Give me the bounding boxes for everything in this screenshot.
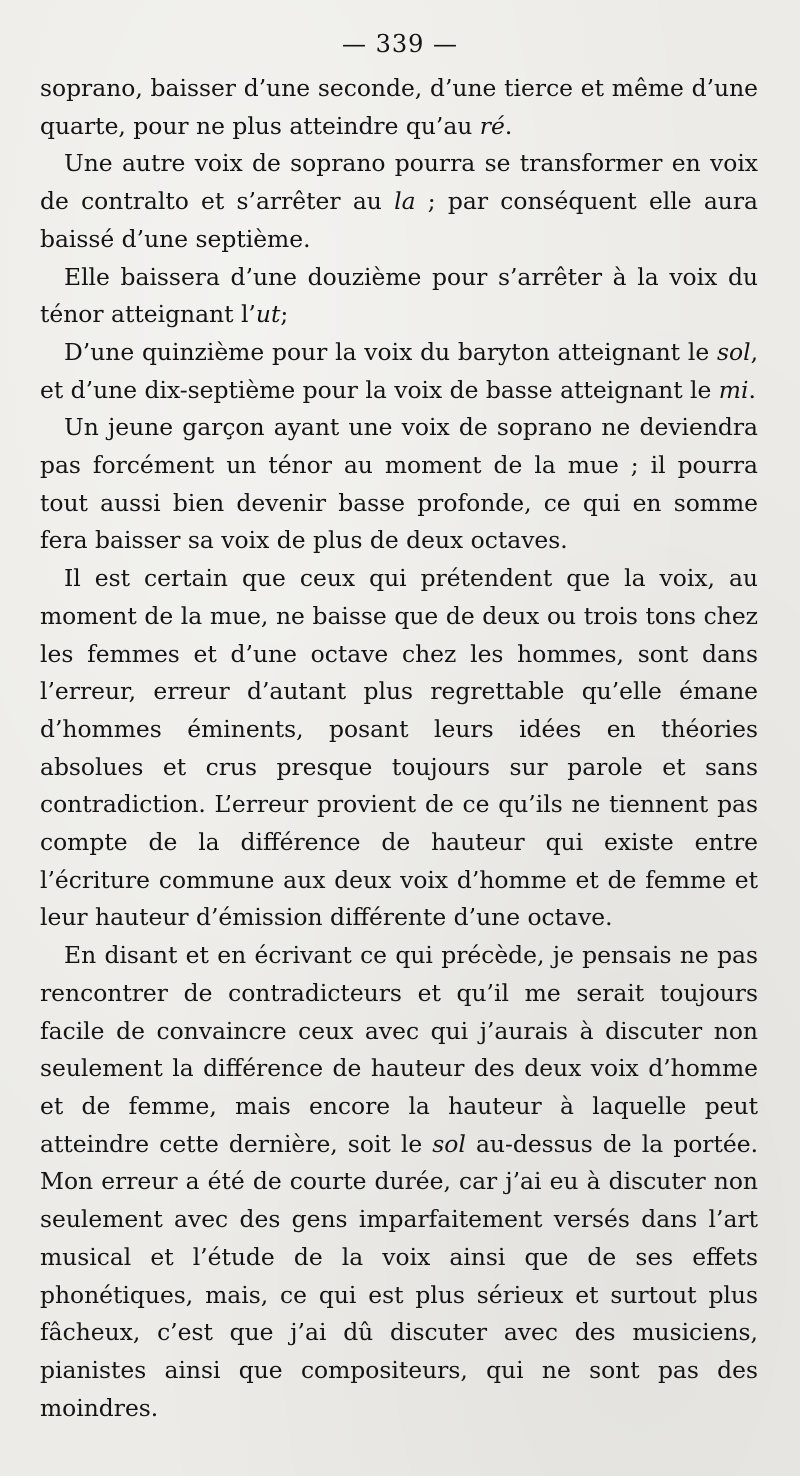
paragraph [40, 259, 758, 334]
text-run: . [748, 375, 756, 404]
paragraph [40, 334, 758, 409]
text-run: Elle baissera d’une douzième pour s’arrêter à la voix du ténor atteignant l’ [40, 262, 758, 329]
italic-note-name: ré [479, 111, 505, 140]
italic-note-name: mi [718, 375, 749, 404]
text-run: Il est certain que ceux qui prétendent que la voix, au moment de la mue, ne baisse que de deux ou trois tons chez les femmes et d’une octave chez les hommes, sont dans l’erreur, erreur d’autant plus regrettable qu’elle émane d’hommes éminents, posant leurs idées en théories absolues et crus presque toujours sur parole et sans contradiction. L’erreur provient de ce qu’ils ne tiennent pas compte de la différence de hauteur qui existe entre l’écriture commune aux deux voix d’homme et de femme et leur hauteur d’émission différente d’une octave. [40, 564, 758, 932]
paragraph [40, 145, 758, 258]
body-text [40, 70, 758, 1427]
text-run: ; [280, 300, 289, 329]
paragraph [40, 937, 758, 1427]
paragraph [40, 409, 758, 560]
text-run: . [504, 111, 513, 140]
text-run: En disant et en écrivant ce qui précède, je pensais ne pas rencontrer de contradicteurs et qu’il me serait toujours facile de convaincre ceux avec qui j’aurais à discuter non seulement la différence de hauteur des deux voix d’homme et de femme, mais encore la hauteur à laquelle peut atteindre cette dernière, soit le [40, 941, 758, 1158]
text-run: , et d’une dix-septième pour la voix de basse atteignant le [40, 337, 758, 404]
text-run: D’une quinzième pour la voix du baryton atteignant le [64, 337, 717, 366]
page-number: — 339 — [341, 30, 459, 58]
text-run: au-dessus de la portée. Mon erreur a été de courte durée, car j’ai eu à discuter non seulement avec des gens imparfaitement versés dans l’art musical et l’étude de la voix ainsi que de ses effets phonétiques, mais, ce qui est plus sérieux et surtout plus fâcheux, c’est que j’ai dû discuter avec des musiciens, pianistes ainsi que compositeurs, qui ne sont pas des moindres. [40, 1129, 759, 1422]
text-run: soprano, baisser d’une seconde, d’une tierce et même d’une quarte, pour ne plus atteindre qu’au [40, 74, 758, 140]
text-run: Une autre voix de soprano pourra se transformer en voix de contralto et s’arrêter au [40, 149, 758, 216]
italic-note-name: sol [432, 1129, 466, 1158]
italic-note-name: la [394, 187, 416, 216]
text-run: ; par conséquent elle aura baissé d’une septième. [40, 187, 758, 253]
italic-note-name: sol [716, 337, 751, 366]
paragraph [40, 70, 758, 145]
italic-note-name: ut [255, 300, 281, 329]
text-run: Un jeune garçon ayant une voix de soprano ne deviendra pas forcément un ténor au moment de la mue ; il pourra tout aussi bien devenir basse profonde, ce qui en somme fera baisser sa voix de plus de deux octaves. [40, 413, 758, 555]
paragraph [40, 560, 758, 937]
